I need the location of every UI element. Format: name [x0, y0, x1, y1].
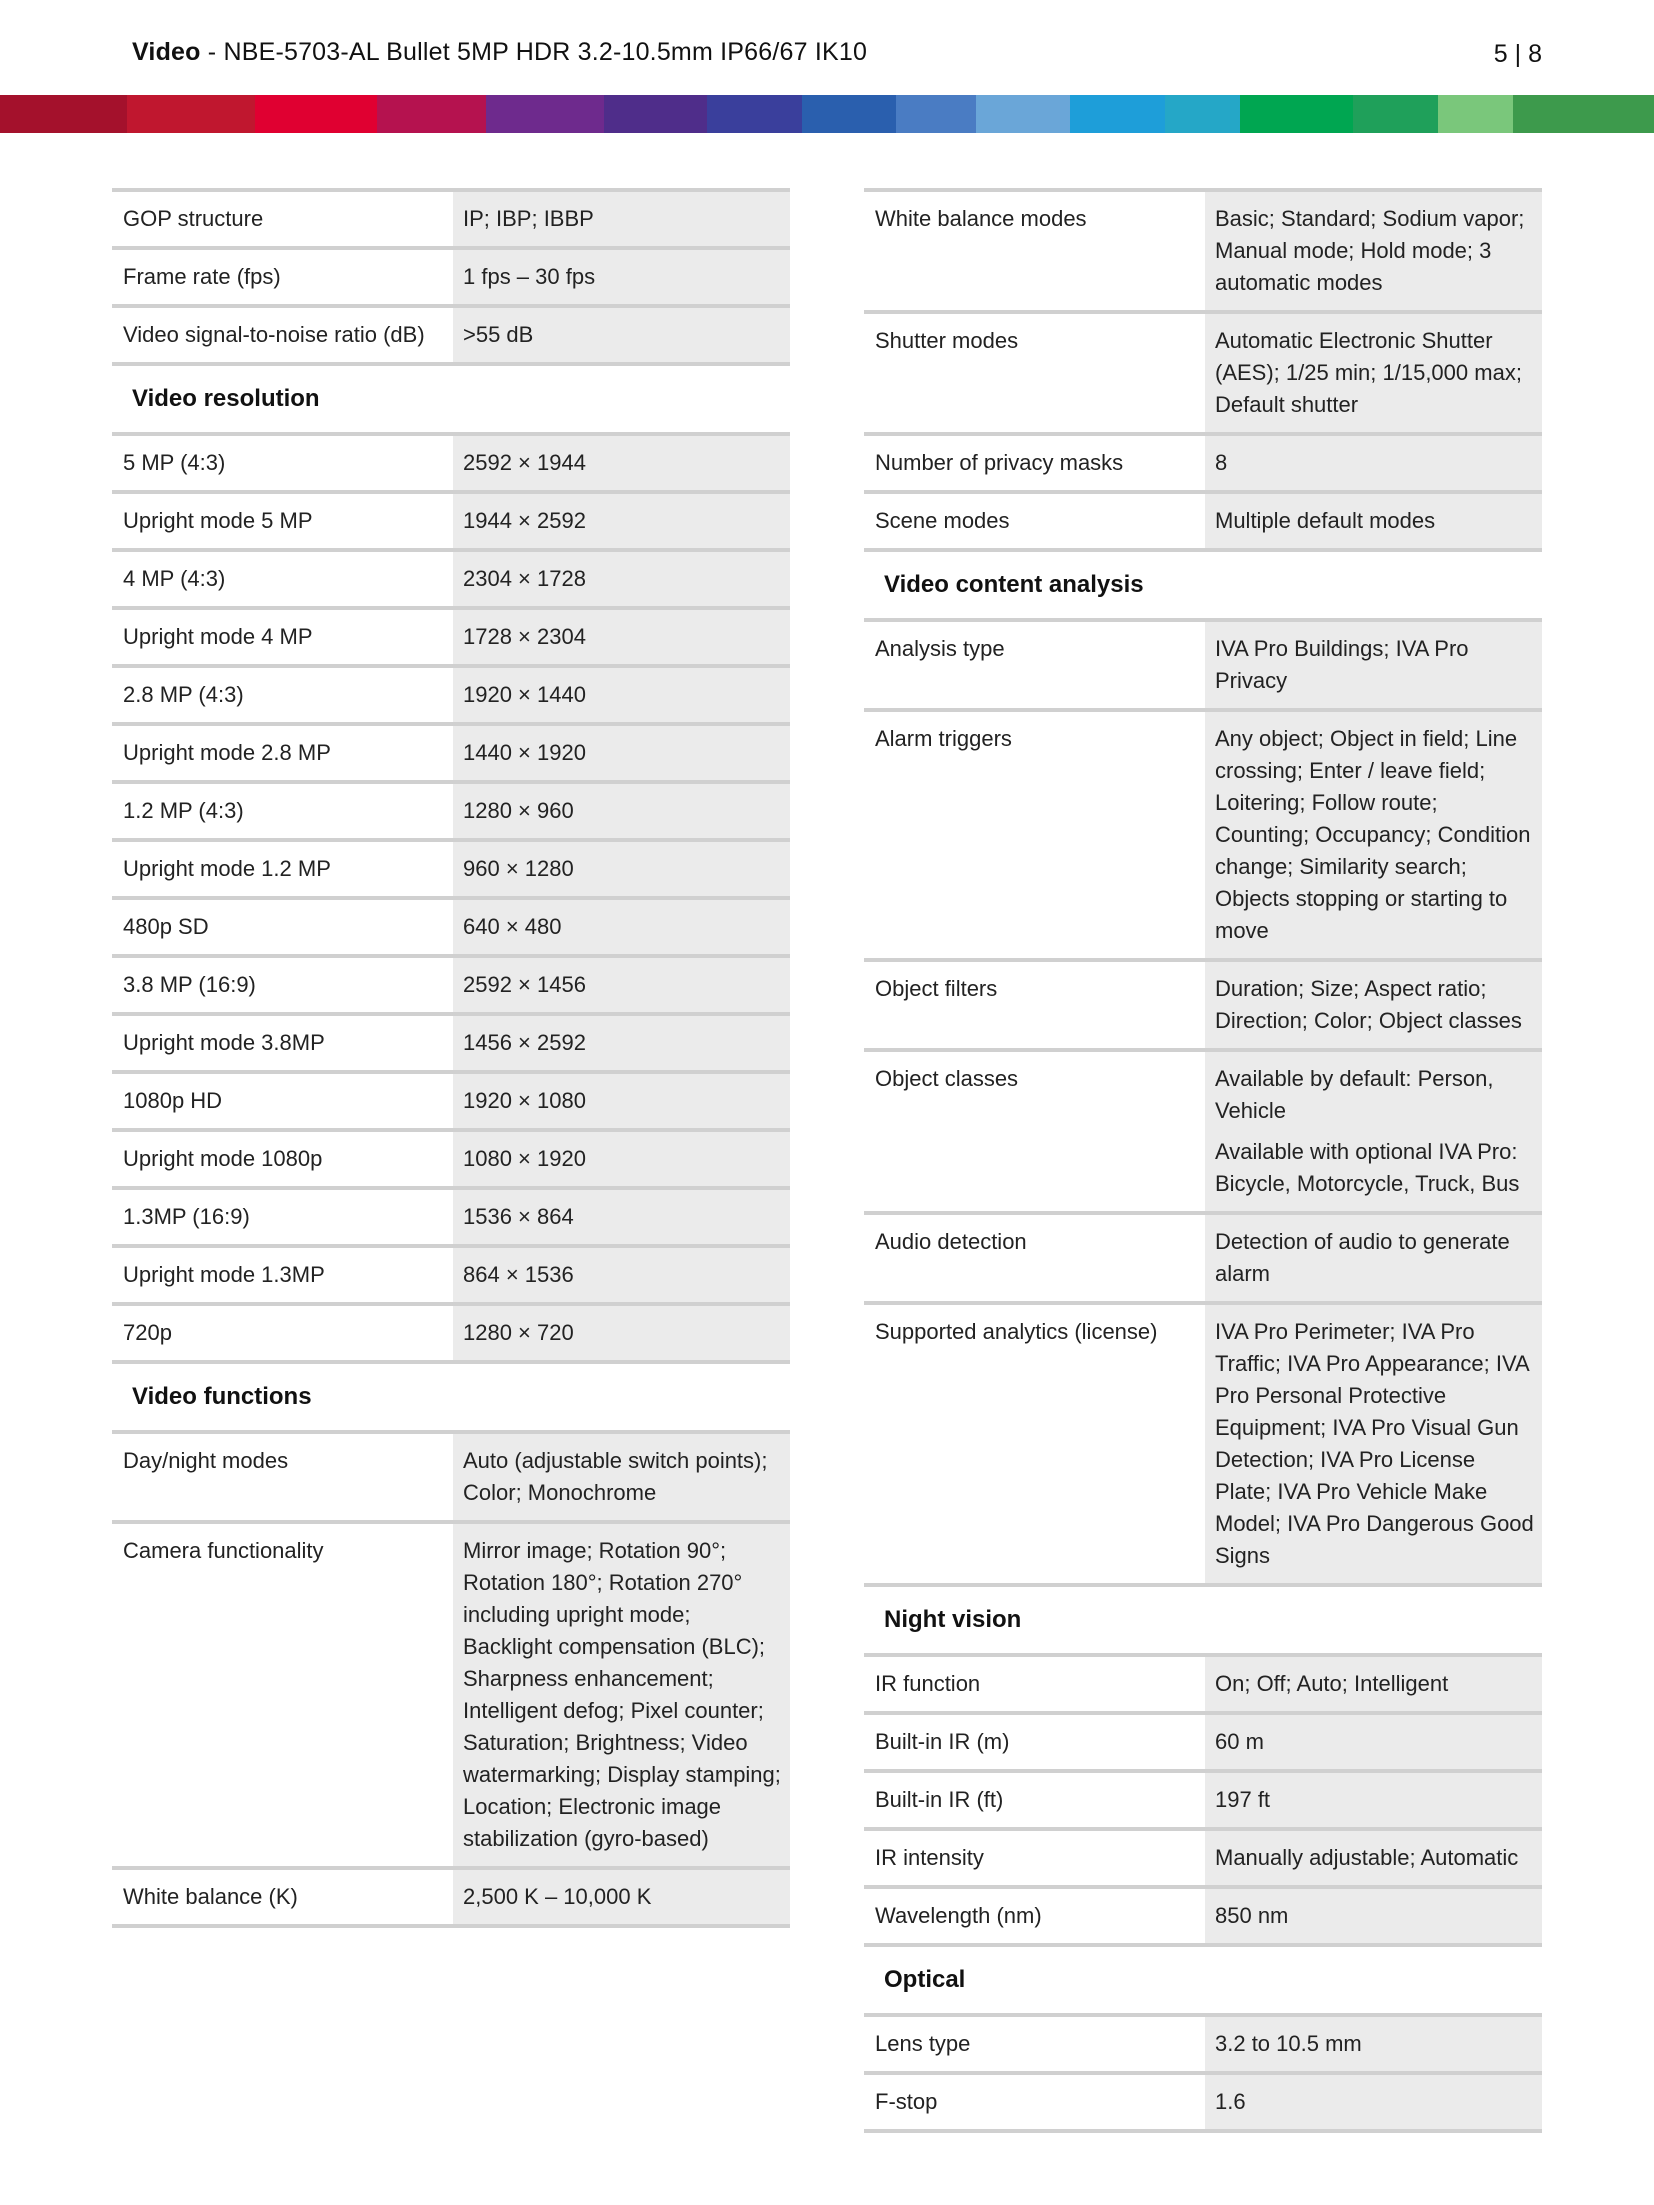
spec-label: 3.8 MP (16:9) — [112, 958, 453, 1012]
spec-label: Built-in IR (m) — [864, 1715, 1205, 1769]
section-heading: Video content analysis — [884, 571, 1144, 598]
color-segment — [255, 95, 378, 133]
spec-value-text: 1728 × 2304 — [463, 624, 586, 649]
spec-value-text: 2592 × 1944 — [463, 450, 586, 475]
spec-value — [453, 436, 790, 490]
spec-value-text: 1280 × 960 — [463, 798, 574, 823]
spec-value-text: 2304 × 1728 — [463, 566, 586, 591]
title-category: Video — [132, 38, 201, 66]
spec-value — [453, 726, 790, 780]
spec-value-text: Duration; Size; Aspect ratio; Direction; Color; Object classes — [1215, 976, 1522, 1033]
spec-value-text: Detection of audio to generate alarm — [1215, 1229, 1510, 1286]
color-segment — [976, 95, 1070, 133]
color-segment — [486, 95, 604, 133]
spec-label: Analysis type — [864, 622, 1205, 708]
spec-row — [112, 1244, 790, 1302]
spec-value — [1205, 2017, 1542, 2071]
spec-value-text: 850 nm — [1215, 1903, 1289, 1928]
spec-value — [453, 1016, 790, 1070]
document-title — [132, 38, 867, 67]
spec-value-text: 60 m — [1215, 1729, 1264, 1754]
spec-label: Upright mode 1.2 MP — [112, 842, 453, 896]
color-segment — [896, 95, 976, 133]
spec-label: Built-in IR (ft) — [864, 1773, 1205, 1827]
spec-label: Object classes — [864, 1052, 1205, 1211]
spec-value-text: 2,500 K – 10,000 K — [463, 1884, 652, 1909]
spec-row — [864, 1885, 1542, 1943]
spec-row — [112, 954, 790, 1012]
spec-value — [1205, 1657, 1542, 1711]
spec-value-text: 1 fps – 30 fps — [463, 264, 596, 289]
spec-value-text: 197 ft — [1215, 1787, 1271, 1812]
spec-label: Lens type — [864, 2017, 1205, 2071]
spec-value-text: 1920 × 1440 — [463, 682, 586, 707]
spec-row — [112, 838, 790, 896]
spec-value-text: Available by default: Person, Vehicle — [1215, 1066, 1494, 1123]
spec-value-text: Any object; Object in field; Line crossing; Enter / leave field; Loitering; Follow route; Counting; Occupancy; Condition change; Similarity search; Objects stopping or starting to move — [1215, 726, 1531, 943]
spec-row — [864, 618, 1542, 708]
spec-value — [1205, 1889, 1542, 1943]
spec-value — [453, 250, 790, 304]
spec-row — [864, 708, 1542, 958]
spec-label: Upright mode 2.8 MP — [112, 726, 453, 780]
spec-row — [864, 958, 1542, 1048]
spec-label: 2.8 MP (4:3) — [112, 668, 453, 722]
spec-value — [453, 308, 790, 362]
spec-label: F-stop — [864, 2075, 1205, 2129]
spec-value — [453, 842, 790, 896]
spec-value — [1205, 1305, 1542, 1583]
spec-value-text: 1080 × 1920 — [463, 1146, 586, 1171]
spec-label: 1.2 MP (4:3) — [112, 784, 453, 838]
spec-row — [112, 1520, 790, 1866]
spec-row — [864, 1711, 1542, 1769]
spec-label: White balance (K) — [112, 1870, 453, 1924]
color-segment — [802, 95, 896, 133]
spec-value — [1205, 1773, 1542, 1827]
page-header — [0, 0, 1654, 95]
section-heading: Video resolution — [132, 385, 320, 412]
color-segment — [377, 95, 485, 133]
spec-value — [1205, 1715, 1542, 1769]
right-spec-column — [864, 188, 1542, 2133]
spec-label: Frame rate (fps) — [112, 250, 453, 304]
spec-value-text: 1944 × 2592 — [463, 508, 586, 533]
spec-value-text: Manually adjustable; Automatic — [1215, 1845, 1519, 1870]
spec-row — [864, 1653, 1542, 1711]
spec-value-text: On; Off; Auto; Intelligent — [1215, 1671, 1449, 1696]
spec-value-text: 8 — [1215, 450, 1228, 475]
spec-row — [112, 1430, 790, 1520]
spec-row — [112, 548, 790, 606]
spec-row — [864, 432, 1542, 490]
spec-value — [453, 1074, 790, 1128]
spec-value-text: IVA Pro Perimeter; IVA Pro Traffic; IVA Pro Appearance; IVA Pro Personal Protective Equipment; IVA Pro Visual Gun Detection; IVA Pro License Plate; IVA Pro Vehicle Make Model; IVA Pro Dangerous Good Signs — [1215, 1319, 1534, 1568]
spec-row — [112, 188, 790, 246]
spec-label: 1080p HD — [112, 1074, 453, 1128]
table-bottom-rule — [112, 1924, 790, 1928]
spec-row — [112, 722, 790, 780]
title-product: - NBE-5703-AL Bullet 5MP HDR 3.2-10.5mm IP66/67 IK10 — [200, 38, 868, 66]
spec-row — [112, 1186, 790, 1244]
spec-label: Supported analytics (license) — [864, 1305, 1205, 1583]
spec-label: Wavelength (nm) — [864, 1889, 1205, 1943]
spec-label: Video signal-to-noise ratio (dB) — [112, 308, 453, 362]
spec-label: Shutter modes — [864, 314, 1205, 432]
spec-value — [453, 1306, 790, 1360]
spec-value-text: >55 dB — [463, 322, 534, 347]
spec-value — [453, 1190, 790, 1244]
spec-row — [864, 1048, 1542, 1211]
spec-row — [112, 490, 790, 548]
spec-label: 720p — [112, 1306, 453, 1360]
spec-value-text: 1920 × 1080 — [463, 1088, 586, 1113]
spec-value-text: IVA Pro Buildings; IVA Pro Privacy — [1215, 636, 1469, 693]
color-segment — [1165, 95, 1240, 133]
spec-value — [453, 192, 790, 246]
spec-value-text: 640 × 480 — [463, 914, 562, 939]
spec-label: Upright mode 5 MP — [112, 494, 453, 548]
spec-row — [864, 2071, 1542, 2129]
spec-row — [112, 896, 790, 954]
spec-value — [1205, 1215, 1542, 1301]
spec-value — [1205, 2075, 1542, 2129]
spec-value-text: Available with optional IVA Pro: Bicycle, Motorcycle, Truck, Bus — [1215, 1139, 1520, 1196]
spec-label: IR function — [864, 1657, 1205, 1711]
spec-label: White balance modes — [864, 192, 1205, 310]
spec-label: GOP structure — [112, 192, 453, 246]
spec-row — [864, 1211, 1542, 1301]
spec-value — [453, 1132, 790, 1186]
spec-value-text: 1280 × 720 — [463, 1320, 574, 1345]
spec-label: 480p SD — [112, 900, 453, 954]
spec-label: Upright mode 1080p — [112, 1132, 453, 1186]
spec-value — [1205, 622, 1542, 708]
spec-value — [1205, 1052, 1542, 1211]
spec-label: IR intensity — [864, 1831, 1205, 1885]
spec-row — [864, 1301, 1542, 1583]
spec-value-text: 1456 × 2592 — [463, 1030, 586, 1055]
page-number: 5 | 8 — [1493, 40, 1542, 68]
spec-value-text: 1440 × 1920 — [463, 740, 586, 765]
spec-value — [453, 1524, 790, 1866]
spec-row — [864, 1769, 1542, 1827]
spec-value — [453, 552, 790, 606]
spec-value — [453, 1434, 790, 1520]
left-spec-column — [112, 188, 790, 1928]
spec-value — [1205, 436, 1542, 490]
color-segment — [1070, 95, 1164, 133]
spec-value — [453, 668, 790, 722]
spec-value — [1205, 192, 1542, 310]
color-segment — [1240, 95, 1353, 133]
spec-value-text: Automatic Electronic Shutter (AES); 1/25 min; 1/15,000 max; Default shutter — [1215, 328, 1522, 417]
color-segment — [127, 95, 254, 133]
spec-value-text: 3.2 to 10.5 mm — [1215, 2031, 1362, 2056]
spec-label: 1.3MP (16:9) — [112, 1190, 453, 1244]
spec-label: Audio detection — [864, 1215, 1205, 1301]
spec-row — [112, 1302, 790, 1360]
spec-value — [453, 784, 790, 838]
spec-value-text: Auto (adjustable switch points); Color; Monochrome — [463, 1448, 768, 1505]
spec-label: Day/night modes — [112, 1434, 453, 1520]
spec-value-text: Basic; Standard; Sodium vapor; Manual mode; Hold mode; 3 automatic modes — [1215, 206, 1525, 295]
spec-value — [453, 610, 790, 664]
spec-value-text: IP; IBP; IBBP — [463, 206, 594, 231]
spec-row — [112, 664, 790, 722]
spec-row — [864, 1827, 1542, 1885]
spec-value — [453, 900, 790, 954]
spec-row — [112, 606, 790, 664]
color-segment — [0, 95, 127, 133]
spec-label: 5 MP (4:3) — [112, 436, 453, 490]
spec-value-text: 960 × 1280 — [463, 856, 574, 881]
spec-value-text: Multiple default modes — [1215, 508, 1436, 533]
spec-label: 4 MP (4:3) — [112, 552, 453, 606]
spec-label: Upright mode 1.3MP — [112, 1248, 453, 1302]
table-bottom-rule — [864, 2129, 1542, 2133]
spec-value-text: Mirror image; Rotation 90°; Rotation 180°; Rotation 270° including upright mode; Backlight compensation (BLC); Sharpness enhancement; Intelligent defog; Pixel counter; Saturation; Brightness; Video watermarking; Display stamping; Location; Electronic image stabilization (gyro-based) — [463, 1538, 781, 1851]
spec-value-text: 2592 × 1456 — [463, 972, 586, 997]
spec-value-text: 864 × 1536 — [463, 1262, 574, 1287]
spec-row — [112, 1866, 790, 1924]
color-segment — [1438, 95, 1513, 133]
spec-value — [1205, 712, 1542, 958]
spec-value-text: 1.6 — [1215, 2089, 1246, 2114]
spec-row — [112, 1128, 790, 1186]
color-segment — [707, 95, 801, 133]
spec-row — [112, 304, 790, 362]
spec-row — [112, 246, 790, 304]
section-heading: Optical — [884, 1966, 966, 1993]
spec-row — [112, 780, 790, 838]
spec-row — [864, 490, 1542, 548]
spec-label: Upright mode 3.8MP — [112, 1016, 453, 1070]
spec-value — [1205, 314, 1542, 432]
spec-value — [1205, 962, 1542, 1048]
brand-color-bar — [0, 95, 1654, 133]
spec-label: Alarm triggers — [864, 712, 1205, 958]
spec-value — [1205, 1831, 1542, 1885]
spec-value — [1205, 494, 1542, 548]
spec-label: Object filters — [864, 962, 1205, 1048]
spec-row — [864, 310, 1542, 432]
spec-row — [864, 2013, 1542, 2071]
spec-value-text: 1536 × 864 — [463, 1204, 574, 1229]
color-segment — [604, 95, 708, 133]
color-segment — [1513, 95, 1654, 133]
spec-value — [453, 494, 790, 548]
spec-value — [453, 958, 790, 1012]
spec-label: Scene modes — [864, 494, 1205, 548]
spec-label: Upright mode 4 MP — [112, 610, 453, 664]
spec-row — [112, 432, 790, 490]
spec-value — [453, 1870, 790, 1924]
spec-row — [112, 1012, 790, 1070]
section-heading: Video functions — [132, 1383, 312, 1410]
spec-row — [864, 188, 1542, 310]
color-segment — [1353, 95, 1438, 133]
spec-row — [112, 1070, 790, 1128]
spec-value — [453, 1248, 790, 1302]
spec-label: Number of privacy masks — [864, 436, 1205, 490]
section-heading: Night vision — [884, 1606, 1022, 1633]
spec-label: Camera functionality — [112, 1524, 453, 1866]
